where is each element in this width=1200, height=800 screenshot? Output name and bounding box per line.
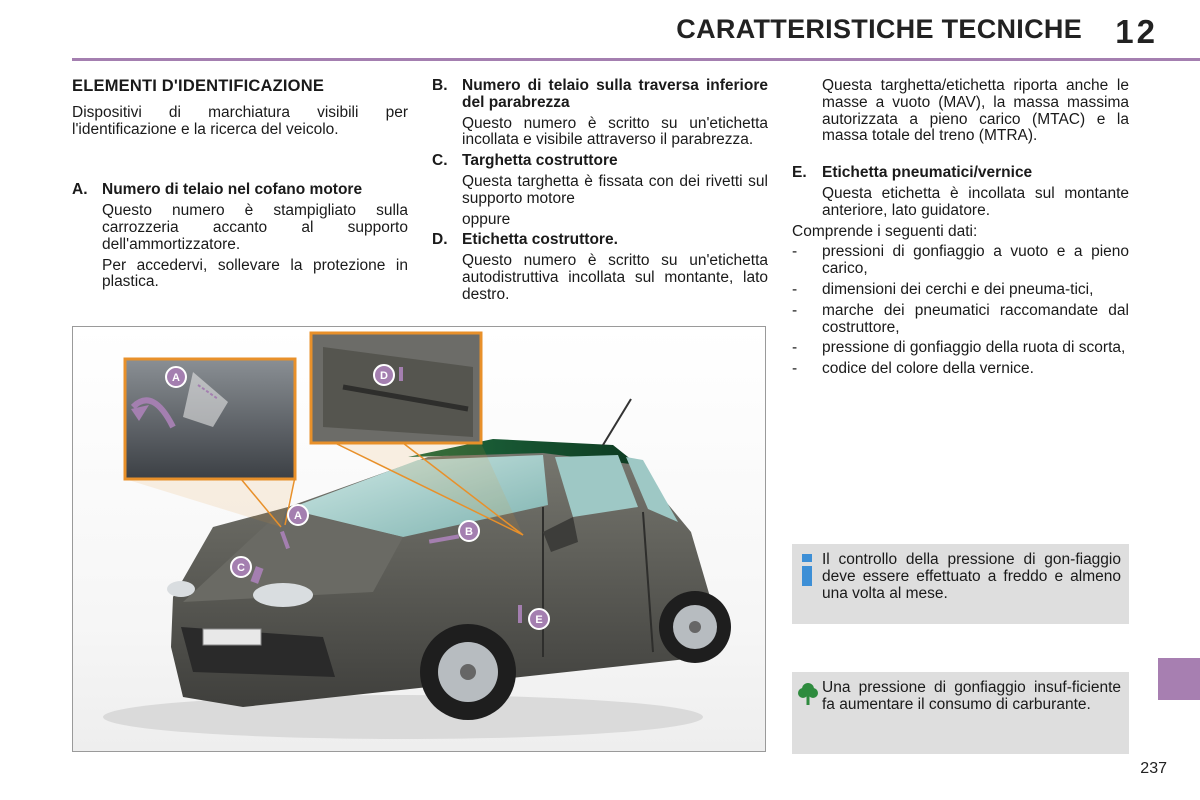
item-title: Numero di telaio sulla traversa inferiore del parabrezza bbox=[462, 77, 768, 111]
item-c-text-2: oppure bbox=[462, 210, 511, 228]
item-title: Targhetta costruttore bbox=[462, 152, 618, 170]
item-a-heading bbox=[72, 182, 408, 199]
item-c-text: Questa targhetta è fissata con dei rivetti sul supporto motore bbox=[462, 172, 768, 207]
item-title: Etichetta costruttore. bbox=[462, 231, 618, 249]
page-number: 237 bbox=[1140, 760, 1167, 777]
item-a-text: Questo numero è stampigliato sulla carrozzeria accanto al supporto dell'ammortizzatore. bbox=[102, 202, 408, 253]
list-item: - marche dei pneumatici raccomandate dal costruttore, bbox=[792, 301, 1129, 336]
marker-a-inset: A bbox=[172, 372, 180, 384]
list-item: - codice del colore della vernice. bbox=[792, 360, 1034, 378]
chapter-tab bbox=[1158, 658, 1200, 700]
section-title: ELEMENTI D'IDENTIFICAZIONE bbox=[72, 77, 325, 95]
eco-note-text: Una pressione di gonfiaggio insuf-ficiente fa aumentare il consumo di carburante. bbox=[822, 679, 1121, 713]
list-item: - dimensioni dei cerchi e dei pneuma-tici, bbox=[792, 280, 1094, 298]
item-d-text: Questo numero è scritto su un'etichetta autodistruttiva incollata sul montante, lato destro. bbox=[462, 252, 768, 303]
item-b-text: Questo numero è scritto su un'etichetta incollata e visibile attraverso il parabrezza. bbox=[462, 114, 768, 149]
column-2 bbox=[432, 78, 768, 304]
car-illustration bbox=[72, 326, 766, 752]
item-c-heading bbox=[432, 153, 768, 170]
item-e-heading bbox=[792, 165, 1129, 182]
marker-e: E bbox=[535, 614, 543, 626]
list-item: - pressioni di gonfiaggio a vuoto e a pieno carico, bbox=[792, 243, 1129, 278]
item-b-heading bbox=[432, 78, 768, 112]
item-d-heading bbox=[432, 232, 768, 249]
item-d-text-2: Questa targhetta/etichetta riporta anche le masse a vuoto (MAV), la massa massima autorizzata a pieno carico (MTAC) e la massa totale del treno (MTRA). bbox=[822, 77, 1129, 145]
header-rule bbox=[72, 58, 1200, 61]
column-1 bbox=[72, 78, 408, 291]
item-title: Etichetta pneumatici/vernice bbox=[822, 164, 1033, 182]
item-letter: D. bbox=[432, 231, 448, 249]
item-e-text: Questa etichetta è incollata sul montante anteriore, lato guidatore. bbox=[822, 184, 1129, 219]
marker-d-inset: D bbox=[380, 370, 388, 382]
item-letter: C. bbox=[432, 152, 448, 170]
intro-text: Dispositivi di marchiatura visibili per l'identificazione e la ricerca del veicolo. bbox=[72, 103, 408, 138]
item-letter: A. bbox=[72, 181, 88, 199]
car-drawing bbox=[73, 327, 766, 752]
eco-note bbox=[792, 672, 1129, 754]
column-3 bbox=[792, 78, 1129, 382]
item-e-bullets bbox=[792, 244, 1129, 378]
item-e-intro: Comprende i seguenti dati: bbox=[792, 222, 978, 240]
info-note bbox=[792, 544, 1129, 624]
chapter-number: 12 bbox=[1115, 13, 1158, 50]
marker-a: A bbox=[294, 510, 302, 522]
item-title: Numero di telaio nel cofano motore bbox=[102, 181, 363, 199]
info-icon bbox=[798, 554, 816, 593]
item-letter: E. bbox=[792, 164, 807, 182]
item-letter: B. bbox=[432, 77, 448, 94]
info-note-text: Il controllo della pressione di gon-fiaggio deve essere effettuato a freddo e almeno una volta al mese. bbox=[822, 551, 1121, 602]
marker-c: C bbox=[237, 562, 245, 574]
tree-icon bbox=[798, 682, 818, 711]
marker-b: B bbox=[465, 526, 473, 538]
page-title: CARATTERISTICHE TECNICHE bbox=[676, 14, 1082, 44]
item-a-text-2: Per accedervi, sollevare la protezione in plastica. bbox=[102, 256, 408, 291]
list-item: - pressione di gonfiaggio della ruota di scorta, bbox=[792, 339, 1126, 357]
